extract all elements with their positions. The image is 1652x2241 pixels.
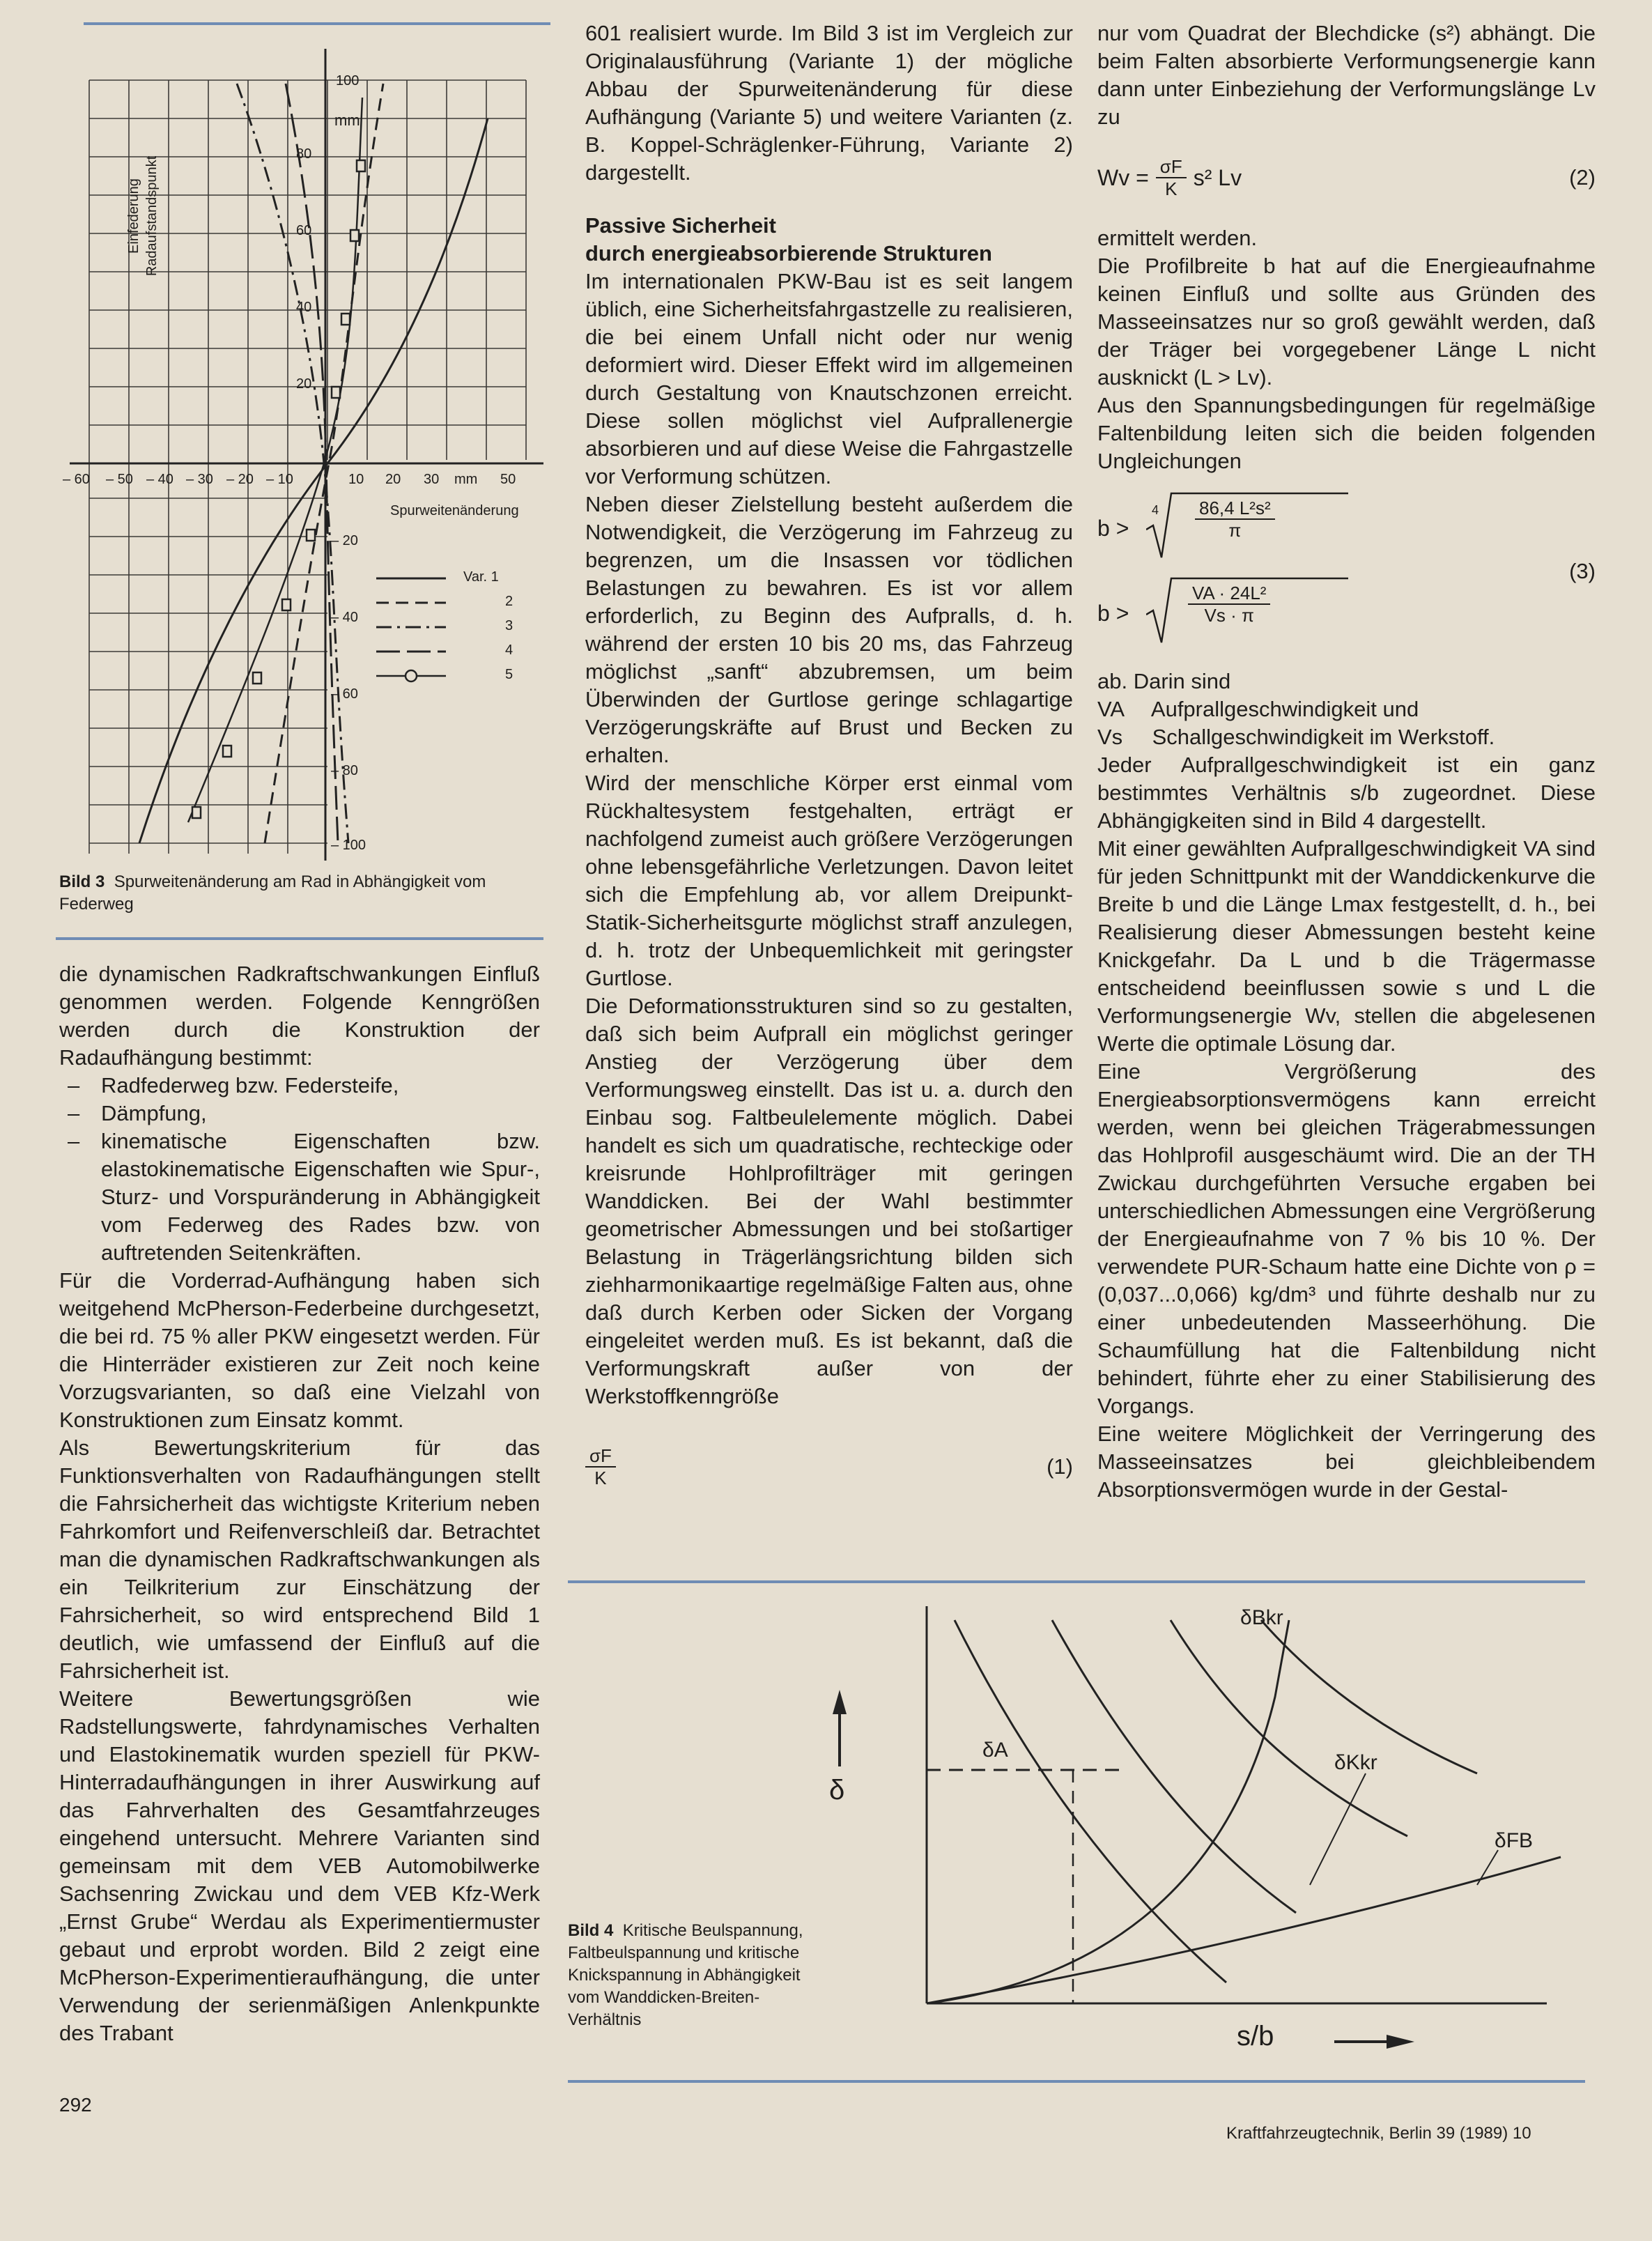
col3-paragraph-4: Aus den Spannungsbedingungen für regelmäßige Faltenbildung leiten sich die beiden folgenden Ungleichungen: [1097, 393, 1596, 473]
definition-1-text: Aufprallgeschwindigkeit und: [1150, 697, 1419, 721]
section-heading-2: durch energieabsorbierende Strukturen: [585, 241, 992, 265]
equation-2-lhs: Wv =: [1097, 165, 1149, 190]
legend-label-2: 2: [505, 594, 514, 609]
kkr-leader: [1310, 1773, 1366, 1885]
y-tick-neg80: – 80: [331, 763, 358, 778]
col3-paragraph-2: ermittelt werden.: [1097, 226, 1258, 250]
inequality-2-lhs: b >: [1097, 601, 1129, 626]
x-tick-neg10: – 10: [266, 472, 293, 487]
y-unit: mm: [334, 111, 360, 129]
y-tick-neg20: – 20: [331, 533, 358, 548]
y-axis-label-1: Einfederung: [126, 178, 141, 254]
x-tick-neg50: – 50: [106, 472, 133, 487]
inequalities-3: [1097, 488, 1596, 655]
equation-2-expression: [1097, 156, 1242, 199]
fb-leader: [1477, 1850, 1498, 1885]
y-tick-neg40: – 40: [331, 610, 358, 625]
col2-paragraph-2: Im internationalen PKW-Bau ist es seit langem üblich, eine Sicherheitsfahrgastzelle zu realisieren, die bei einem Unfall nicht oder nur wenig deformiert wird. Dieser Effekt wird im allgemeinen durch Gestaltung von Knautschzonen erreicht. Diese sollen möglichst viel Aufprallenergie absorbieren und auf diese Weise die Fahrgastzelle vor Verformung schützen.: [585, 269, 1073, 488]
equation-2-number: (2): [1569, 165, 1596, 190]
x-axis-label: Spurweitenänderung: [390, 503, 519, 518]
y-axis-label-2: Radaufstandspunkt: [144, 155, 160, 277]
col1-paragraph-2: Für die Vorderrad-Aufhängung haben sich weitgehend McPherson-Federbeine durchgesetzt, die bei rd. 75 % aller PKW eingesetzt werden. Für die Hinterräder existieren zur Zeit noch keine Vorzugsvarianten, so daß eine Vielzahl von Konstruktionen zum Einsatz kommt.: [59, 1268, 540, 1432]
figure-4-caption: [568, 1920, 805, 2031]
legend-label-3: 3: [505, 618, 514, 633]
col2-paragraph-3: Neben dieser Zielstellung besteht außerdem die Notwendigkeit, die Verzögerung im Fahrzeug zu begrenzen, um die Insassen vor tödlichen Belastungen zu bewahren. Es ist vor allem erforderlich, zu Beginn des Aufpralls, d. h. während der ersten 10 bis 20 ms, das Fahrzeug möglichst „sanft“ abzubremsen, um beim Überwinden der Gurtlose geringe schlagartige Verzögerungskräfte auf Brust und Becken zu erhalten.: [585, 492, 1073, 767]
fig4-y-label: δ: [829, 1775, 845, 1805]
x-unit: mm: [454, 472, 478, 487]
legend-label-4: 4: [505, 642, 514, 658]
root-index-1: 4: [1152, 503, 1159, 517]
equation-2-fraction: [1156, 156, 1187, 199]
column-2: [585, 20, 1073, 1514]
equation-1-fraction: [585, 1445, 616, 1488]
curve-kkr-4: [1261, 1620, 1477, 1773]
figure-3-caption-label: Bild 3: [59, 872, 105, 891]
fig4-x-label: s/b: [1237, 2021, 1274, 2051]
col2-paragraph-1: 601 realisiert wurde. Im Bild 3 ist im Vergleich zur Originalausführung (Variante 1) der mögliche Abbau der Spurweitenänderung für diese Aufhängung (Variante 5) und weitere Varianten (z. B. Koppel-Schräglenker-Führung, Variante 2) dargestellt.: [585, 21, 1073, 185]
definition-1: [1097, 695, 1596, 723]
curve-kkr-3: [1171, 1620, 1407, 1836]
column-3: [1097, 20, 1596, 1504]
equation-2-denominator: K: [1165, 178, 1178, 199]
x-tick-50: 50: [500, 472, 516, 487]
col2-paragraph-5: Die Deformationsstrukturen sind so zu gestalten, daß sich beim Aufprall ein möglichst geringer Anstieg der Verzögerung über dem Verformungsweg einstellt. Das ist u. a. durch den Einbau sog. Faltbeulelemente möglich. Dabei handelt es sich um quadratische, rechteckige oder kreisrunde Hohlprofilträger mit geringen Wanddicken. Bei der Wahl bestimmter geometrischer Abmessungen und bei stoßartiger Belastung in Trägerlängsrichtung bilden sich ziehharmonikaartige regelmäßige Falten aus, ohne daß durch Kerben oder Sicken der Vorgang eingeleitet werden muß. Es ist bekannt, daß die Verformungskraft außer von der Werkstoffkenngröße: [585, 994, 1073, 1408]
legend-label-1: Var. 1: [463, 569, 499, 585]
y-tick-100: 100: [336, 73, 360, 88]
equation-2-numerator: σF: [1156, 156, 1187, 178]
rule-above-fig4: [568, 1580, 1585, 1583]
definition-2: [1097, 723, 1596, 751]
inequality-1-denominator: π: [1228, 520, 1242, 541]
curve-kkr-2: [1052, 1620, 1296, 1913]
col3-paragraph-3: Die Profilbreite b hat auf die Energieaufnahme keinen Einfluß und sollte aus Gründen des Masseeinsatzes nur so groß gewählt werden, daß der Träger bei vorgegebener Länge L nicht ausknickt (L > Lv).: [1097, 254, 1596, 390]
page-number: 292: [59, 2094, 92, 2116]
fig4-y-arrow-head: [833, 1690, 847, 1714]
x-tick-30: 30: [424, 472, 440, 487]
col1-paragraph-1: die dynamischen Radkraftschwankungen Einfluß genommen werden. Folgende Kenngrößen werden durch die Konstruktion der Radaufhängung bestimmt:: [59, 962, 540, 1070]
y-tick-80: 80: [296, 146, 312, 162]
legend-symbols: [376, 578, 446, 681]
curve-bkr: [927, 1620, 1289, 2003]
figure-4-caption-label: Bild 4: [568, 1921, 614, 1940]
figure-3: [56, 42, 557, 878]
curve-kkr-1: [955, 1620, 1226, 1982]
x-tick-20: 20: [385, 472, 401, 487]
fig4-label-bkr: δBkr: [1240, 1606, 1283, 1629]
column-1: [59, 960, 540, 2047]
col2-paragraph-4: Wird der menschliche Körper erst einmal vom Rückhaltesystem festgehalten, erträgt er nachfolgend zumeist auch größere Verzögerungen ohne lebensgefährliche Verletzungen. Davon leitet sich die Empfehlung ab, vor allem Dreipunkt-Statik-Sicherheitsgurte möglichst straff anzulegen, d. h. trotz der Unbequemlichkeit mit geringster Gurtlose.: [585, 771, 1073, 990]
fig4-x-arrow-head: [1387, 2035, 1414, 2049]
figure-4-chart: [808, 1592, 1582, 2066]
rule-top-left: [84, 22, 550, 25]
list-item: – kinematische Eigenschaften bzw. elastokinematische Eigenschaften wie Spur-, Sturz- und Vorspuränderung in Abhängigkeit vom Federweg des Rades bzw. von auftretenden Seitenkräften.: [101, 1127, 540, 1267]
equation-3-number: (3): [1569, 559, 1596, 583]
inequality-1-numerator: 86,4 L²s²: [1195, 498, 1275, 520]
section-heading-1: Passive Sicherheit: [585, 213, 776, 238]
equation-1-number: (1): [1047, 1454, 1073, 1479]
inequality-1-fraction: [1195, 498, 1275, 541]
journal-reference: Kraftfahrzeugtechnik, Berlin 39 (1989) 10: [1226, 2124, 1531, 2143]
equation-1-denominator: K: [594, 1468, 607, 1488]
inequality-1-lhs: b >: [1097, 516, 1129, 541]
definition-2-text: Schallgeschwindigkeit im Werkstoff.: [1152, 725, 1495, 749]
col3-paragraph-9: Eine weitere Möglichkeit der Verringerung des Masseeinsatzes bei gleichbleibendem Absorptionsvermögen wurde in der Gestal-: [1097, 1422, 1596, 1502]
y-tick-neg60: – 60: [331, 686, 358, 702]
y-tick-20: 20: [296, 376, 312, 392]
rule-below-fig4: [568, 2080, 1585, 2083]
inequality-2-denominator: Vs · π: [1204, 605, 1254, 626]
col3-paragraph-8: Eine Vergrößerung des Energieabsorptionsvermögens kann erreicht werden, wenn bei gleichen Trägerabmessungen das Hohlprofil ausgeschäumt wird. Die an der TH Zwickau durchgeführten Versuche ergaben bei unterschiedlichen Abmessungen eine Vergrößerung der Energieaufnahme von 7 % bis 10 %. Der verwendete PUR-Schaum hatte eine Dichte von ρ = (0,037...0,066) kg/dm³ und führte deshalb nur zu einer unbedeutenden Masseerhöhung. Die Schaumfüllung hat die Faltenbildung nicht behindert, führte eher zu einer Stabilisierung des Vorgangs.: [1097, 1059, 1596, 1418]
definition-1-symbol: VA: [1097, 697, 1125, 721]
y-tick-60: 60: [296, 223, 312, 238]
figure-4: [808, 1592, 1582, 2066]
legend-label-5: 5: [505, 667, 514, 682]
x-tick-neg60: – 60: [63, 472, 90, 487]
col3-paragraph-5: ab. Darin sind: [1097, 669, 1231, 693]
equation-1: [585, 1445, 1073, 1488]
figure-4-caption-text: Kritische Beulspannung, Faltbeulspannung und kritische Knickspannung in Abhängigkeit vom Wanddicken-Breiten-Verhältnis: [568, 1921, 803, 2029]
col1-paragraph-3: Als Bewertungskriterium für das Funktionsverhalten von Radaufhängungen stellt die Fahrsicherheit das wichtigste Kriterium neben Fahrkomfort und Reifenverschleiß dar. Betrachtet man die dynamischen Radkraftschwankungen als ein Teilkriterium zur Einschätzung der Fahrsicherheit, so wird entsprechend Bild 1 deutlich, wie umfassend der Einfluß auf die Fahrsicherheit ist.: [59, 1435, 540, 1683]
list-item: – Radfederweg bzw. Federsteife,: [101, 1072, 540, 1100]
fig4-label-kkr: δKkr: [1334, 1751, 1377, 1774]
figure-3-caption-text: Spurweitenänderung am Rad in Abhängigkeit vom Federweg: [59, 872, 486, 914]
col1-list: [59, 1072, 540, 1267]
equation-2-rest: s² Lv: [1193, 165, 1242, 190]
x-tick-10: 10: [348, 472, 364, 487]
col3-paragraph-7: Mit einer gewählten Aufprallgeschwindigkeit VA sind für jeden Schnittpunkt mit der Wanddickenkurve die Breite b und die Länge Lmax festgestellt, d. h., bei Realisierung dieser Abmessungen besteht keine Knickgefahr. Da L und b die Trägermasse entscheidend beeinflussen sowie s und L die Verformungsenergie Wv, stellen die abgelesenen Werte die optimale Lösung dar.: [1097, 836, 1596, 1056]
y-tick-neg100: – 100: [331, 838, 366, 853]
col3-paragraph-6: Jeder Aufprallgeschwindigkeit ist ein ganz bestimmtes Verhältnis s/b zugeordnet. Diese Abhängigkeiten sind in Bild 4 dargestellt.: [1097, 753, 1596, 833]
col3-paragraph-1: nur vom Quadrat der Blechdicke (s²) abhängt. Die beim Falten absorbierte Verformungsenergie kann dann unter Einbeziehung der Verformungslänge Lv zu: [1097, 21, 1596, 129]
rule-below-fig3: [56, 937, 543, 940]
inequality-2-fraction: [1188, 583, 1270, 626]
figure-3-caption: [59, 871, 547, 916]
y-tick-40: 40: [296, 300, 312, 315]
x-tick-neg30: – 30: [186, 472, 213, 487]
x-tick-neg40: – 40: [146, 472, 173, 487]
equation-2: [1097, 156, 1596, 199]
list-item: – Dämpfung,: [101, 1100, 540, 1127]
fig4-label-fb: δFB: [1495, 1829, 1534, 1852]
x-tick-neg20: – 20: [226, 472, 254, 487]
inequality-2-numerator: VA · 24L²: [1188, 583, 1270, 605]
equation-1-numerator: σF: [585, 1445, 616, 1468]
col1-paragraph-4: Weitere Bewertungsgrößen wie Radstellungswerte, fahrdynamisches Verhalten und Elastokinematik wurden speziell für PKW-Hinterradaufhängungen in ihrer Auswirkung auf das Fahrverhalten des Gesamtfahrzeuges eingehend untersucht. Mehrere Varianten sind gemeinsam mit dem VEB Automobilwerke Sachsenring Zwickau und dem VEB Kfz-Werk „Ernst Grube“ Werdau als Experimentiermuster gebaut und erprobt worden. Bild 2 zeigt eine McPherson-Experimentieraufhängung, die unter Verwendung der serienmäßigen Anlenkpunkte des Trabant: [59, 1686, 540, 2045]
definition-2-symbol: Vs: [1097, 725, 1123, 749]
fig4-label-a: δA: [982, 1739, 1008, 1762]
